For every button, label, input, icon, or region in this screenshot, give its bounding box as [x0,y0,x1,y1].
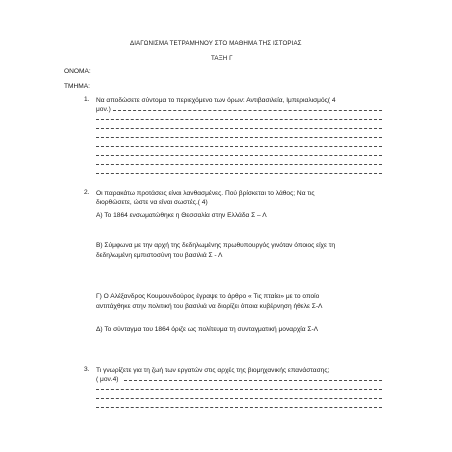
question-1-number: 1. [84,96,90,103]
exam-title: ΔΙΑΓΩΝΙΣΜΑ ΤΕΤΡΑΜΗΝΟΥ ΣΤΟ ΜΑΘΗΜΑ ΤΗΣ ΙΣΤΟΡΙΑΣ [130,40,302,47]
answer-line [96,146,382,147]
answer-line [96,398,382,399]
question-1-text-cont: μον.) [96,106,111,113]
question-3-line-2: ( μον.4) [96,376,119,383]
answer-line [113,110,382,111]
answer-line [96,155,382,156]
answer-line [96,137,382,138]
answer-line [96,164,382,165]
question-3-number: 3. [84,366,90,373]
answer-line [124,380,382,381]
class-label: ΤΑΞΗ Γ [211,55,233,62]
question-2-number: 2. [84,189,90,196]
statement-d: Δ) Το σύνταγμα του 1864 όριζε ως πολίτευμα τη συνταγματική μοναρχία Σ-Λ [96,326,319,333]
statement-a: Α) Το 1864 ενσωματώθηκε η Θεσσαλία στην Ελλάδα Σ – Λ [96,212,267,219]
question-2-line-2: διορθώσετε, ώστε να είναι σωστές.( 4) [96,199,208,206]
answer-line [96,119,382,120]
statement-c-line-2: αντιτάχθηκε στην πολιτική του βασιλιά να διορίζει όποια κυβέρνηση ήθελε Σ-Λ [96,303,323,310]
name-field-label: ΟΝΟΜΑ: [64,68,91,75]
question-1-line-1: Να αποδώσετε σύντομα το περιεχόμενο των όρων: Αντιβασιλεία, Ιμπεριαλισμός( 4 [96,97,336,104]
answer-line [96,173,382,174]
statement-c-line-1: Γ) Ο Αλέξανδρος Κουμουνδούρος έγραψε το άρθρο « Τις πταίει» με το οποίο [96,293,320,300]
question-1-text [96,96,336,105]
answer-line [96,407,382,408]
answer-line [96,389,382,390]
statement-b-line-1: Β) Σύμφωνα με την αρχή της δεδηλωμένης πρωθυπουργός γινόταν όποιος είχε τη [96,242,336,249]
answer-line [96,128,382,129]
statement-b-line-2: δεδηλωμένη εμπιστοσύνη του βασιλιά Σ - Λ [96,252,223,259]
section-field-label: ΤΜΗΜΑ: [64,83,91,90]
question-2-line-1: Οι παρακάτω προτάσεις είναι λανθασμένες. Πού βρίσκεται το λάθος; Να τις [96,190,315,197]
question-3-line-1: Τι γνωρίζετε για τη ζωή των εργατών στις αρχές της βιομηχανικής επανάστασης; [96,367,330,374]
